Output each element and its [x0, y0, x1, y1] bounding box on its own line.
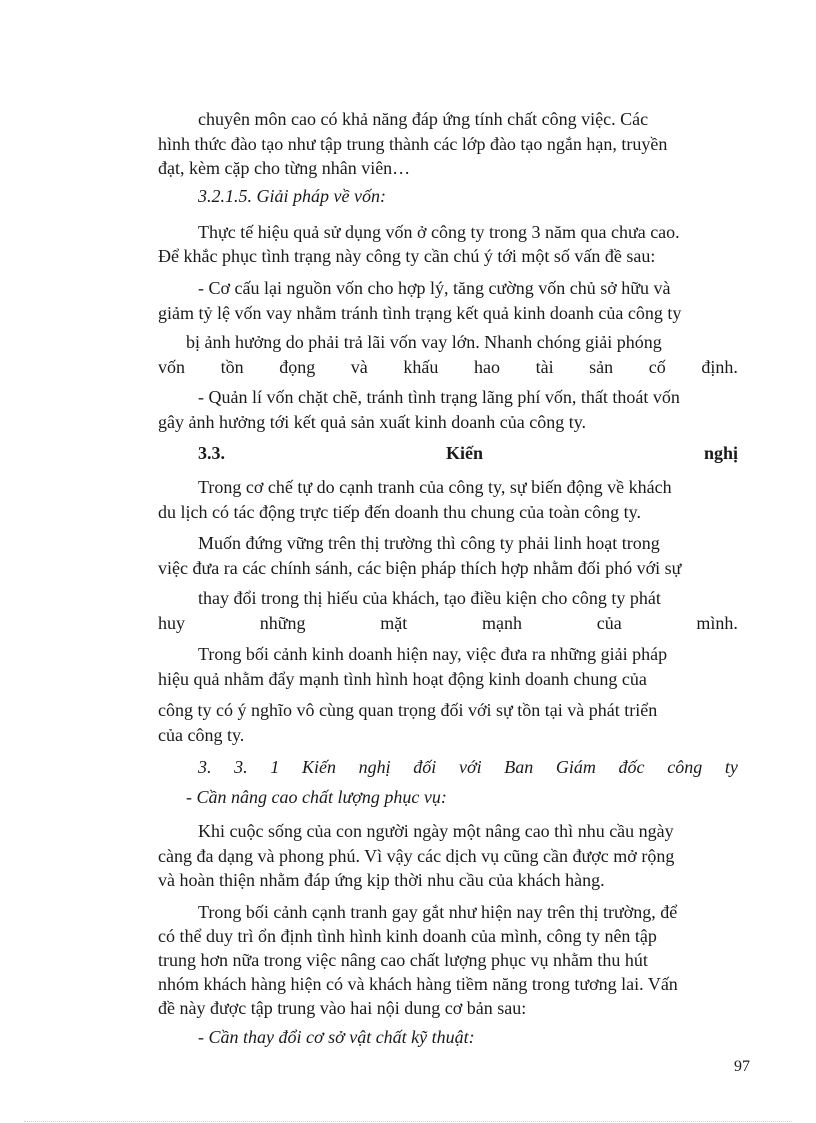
text-line: giảm tỷ lệ vốn vay nhằm tránh tình trạng kết quả kinh doanh của công ty: [158, 303, 682, 323]
text-line: du lịch có tác động trực tiếp đến doanh thu chung của toàn công ty.: [158, 502, 641, 522]
spread-line: vốn tồn đọng và khấu hao tài sản cố định.: [158, 357, 738, 377]
text-line: và hoàn thiện nhằm đáp ứng kịp thời nhu cầu của khách hàng.: [158, 870, 605, 890]
text-line: Khi cuộc sống của con người ngày một nâng cao thì nhu cầu ngày: [198, 821, 674, 841]
text-line: có thể duy trì ổn định tình hình kinh doanh của mình, công ty nên tập: [158, 926, 657, 946]
bullet-line: - Quản lí vốn chặt chẽ, tránh tình trạng lãng phí vốn, thất thoát vốn: [198, 387, 680, 407]
text-line: công ty có ý nghĩo vô cùng quan trọng đối với sự tồn tại và phát triển: [158, 700, 658, 720]
text-line: Muốn đứng vững trên thị trường thì công ty phải linh hoạt trong: [198, 533, 660, 553]
text-line: Trong cơ chế tự do cạnh tranh của công ty, sự biến động về khách: [198, 477, 672, 497]
text-line: Thực tế hiệu quả sử dụng vốn ở công ty trong 3 năm qua chưa cao.: [198, 222, 680, 242]
text-line: Trong bối cảnh kinh doanh hiện nay, việc đưa ra những giải pháp: [198, 644, 668, 664]
text-line: càng đa dạng và phong phú. Vì vậy các dịch vụ cũng cần được mở rộng: [158, 846, 675, 866]
text-line: bị ảnh hưởng do phải trả lãi vốn vay lớn. Nhanh chóng giải phóng: [186, 332, 662, 352]
text-line: nhóm khách hàng hiện có và khách hàng tiềm năng trong tương lai. Vấn: [158, 974, 678, 994]
section-heading-3-2-1-5: 3.2.1.5. Giải pháp về vốn:: [198, 186, 386, 206]
page-divider: [24, 1121, 792, 1122]
section-heading-3-3: 3.3. Kiến nghị: [198, 443, 738, 463]
subheading-facilities: - Cần thay đổi cơ sở vật chất kỹ thuật:: [198, 1027, 475, 1047]
text-line: việc đưa ra các chính sánh, các biện pháp thích hợp nhằm đối phó với sự: [158, 558, 682, 578]
section-heading-3-3-1: 3. 3. 1 Kiến nghị đối với Ban Giám đốc công ty: [198, 757, 738, 777]
page-number: 97: [734, 1058, 750, 1075]
text-line: thay đổi trong thị hiếu của khách, tạo điều kiện cho công ty phát: [198, 588, 661, 608]
text-line: hiệu quả nhằm đẩy mạnh tình hình hoạt động kinh doanh chung của: [158, 669, 647, 689]
text-line: Trong bối cảnh cạnh tranh gay gắt như hiện nay trên thị trường, để: [198, 902, 678, 922]
subheading-service-quality: - Cần nâng cao chất lượng phục vụ:: [186, 787, 447, 807]
text-line: chuyên môn cao có khả năng đáp ứng tính chất công việc. Các: [198, 109, 649, 129]
spread-line: huy những mặt mạnh của mình.: [158, 613, 738, 633]
text-line: hình thức đào tạo như tập trung thành các lớp đào tạo ngắn hạn, truyền: [158, 134, 668, 154]
text-line: đạt, kèm cặp cho từng nhân viên…: [158, 158, 411, 178]
text-line: trung hơn nữa trong việc nâng cao chất lượng phục vụ nhằm thu hút: [158, 950, 648, 970]
text-line: Để khắc phục tình trạng này công ty cần chú ý tới một số vấn đề sau:: [158, 246, 656, 266]
text-line: của công ty.: [158, 725, 245, 745]
text-line: đề này được tập trung vào hai nội dung cơ bản sau:: [158, 998, 527, 1018]
bullet-line: - Cơ cấu lại nguồn vốn cho hợp lý, tăng cường vốn chủ sở hữu và: [198, 278, 671, 298]
text-line: gây ảnh hưởng tới kết quả sản xuất kinh doanh của công ty.: [158, 412, 587, 432]
